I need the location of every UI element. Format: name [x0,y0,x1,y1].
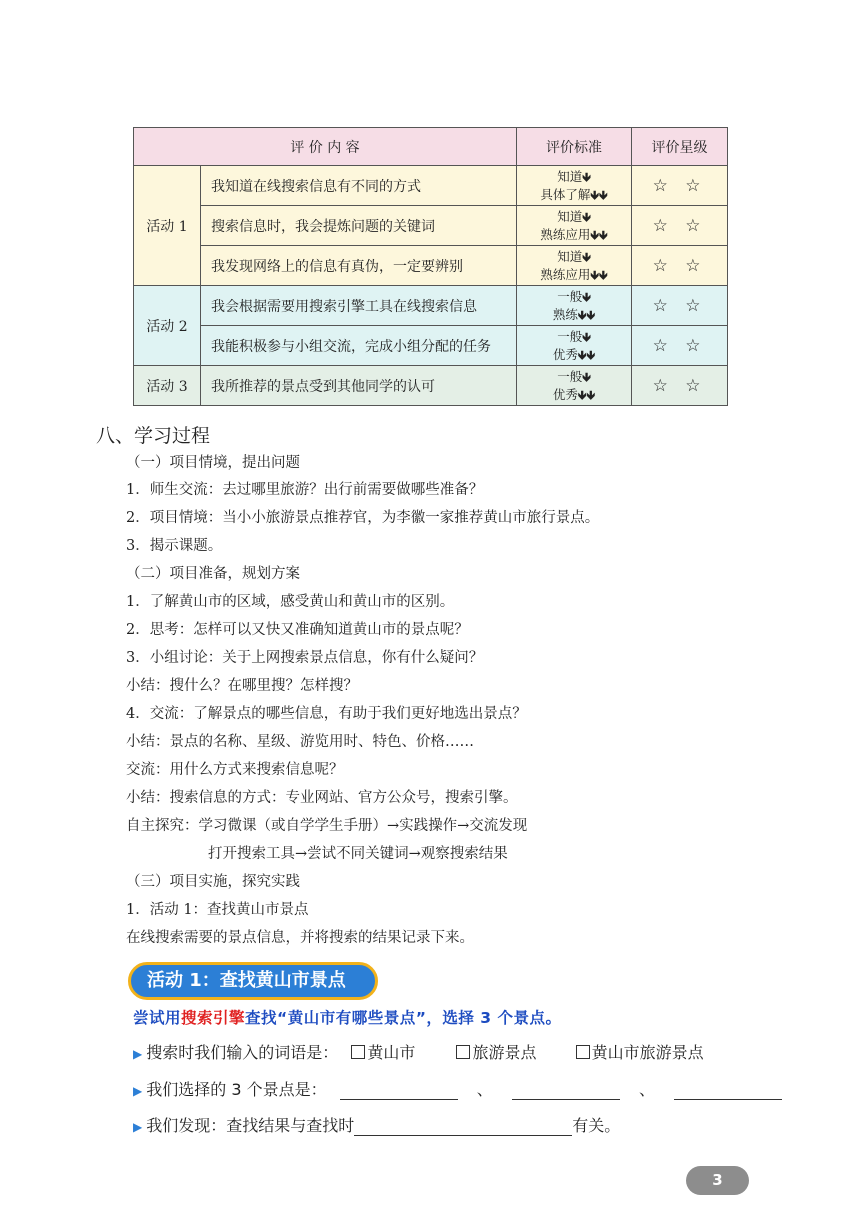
activity-banner: 活动 1：查找黄山市景点 [128,962,378,1000]
option-checkbox[interactable]: 黄山市 [351,1043,415,1062]
triangle-bullet-icon: ▶ [133,1084,143,1098]
eval-item: 我发现网络上的信息有真伪，一定要辨别 [201,246,517,286]
triangle-bullet-icon: ▶ [133,1120,143,1134]
finding-row: ▶ 我们发现：查找结果与查找时 有关。 [133,1116,621,1135]
header-rating: 评价星级 [632,128,728,166]
section-title: 八、学习过程 [96,425,211,447]
star-rating[interactable]: ☆ ☆ [632,206,728,246]
group-label: 活动 1 [134,166,201,286]
eval-item: 我知道在线搜索信息有不同的方式 [201,166,517,206]
double-arrow-down-icon: 🡻🡻 [577,307,596,322]
triangle-bullet-icon: ▶ [133,1047,143,1061]
spot-blank[interactable] [512,1083,620,1100]
double-arrow-down-icon: 🡻🡻 [577,387,596,402]
checkbox-icon[interactable] [576,1045,590,1059]
arrow-down-icon: 🡻 [582,169,591,184]
eval-standard: 知道🡻 熟练应用🡻🡻 [517,246,632,286]
text-line: 2．思考：怎样可以又快又准确知道黄山市的景点呢？ [126,622,469,638]
double-arrow-down-icon: 🡻🡻 [590,267,608,282]
text-line: 3．小组讨论：关于上网搜索景点信息，你有什么疑问？ [126,650,484,666]
eval-standard: 知道🡻 具体了解🡻🡻 [517,166,632,206]
arrow-down-icon: 🡻 [582,209,591,224]
text-line: （一）项目情境，提出问题 [126,455,300,471]
header-standard: 评价标准 [517,128,632,166]
arrow-down-icon: 🡻 [582,289,591,304]
option-checkbox[interactable]: 旅游景点 [456,1043,536,1062]
text-line: 4．交流：了解景点的哪些信息，有助于我们更好地选出景点？ [126,706,527,722]
star-rating[interactable]: ☆ ☆ [632,246,728,286]
eval-standard: 一般🡻 熟练🡻🡻 [517,286,632,326]
text-line: 在线搜索需要的景点信息，并将搜索的结果记录下来。 [126,930,474,946]
checkbox-icon[interactable] [456,1045,470,1059]
evaluation-table [133,127,728,406]
star-rating[interactable]: ☆ ☆ [632,366,728,406]
eval-item: 我会根据需要用搜索引擎工具在线搜索信息 [201,286,517,326]
checkbox-icon[interactable] [351,1045,365,1059]
text-line: 1．了解黄山市的区域，感受黄山和黄山市的区别。 [126,594,455,610]
text-line: （三）项目实施，探究实践 [126,874,300,890]
double-arrow-down-icon: 🡻🡻 [590,187,608,202]
spots-row: ▶ 我们选择的 3 个景点是： 、 、 [133,1077,782,1100]
keyword-row: ▶ 搜索时我们输入的词语是： 黄山市 旅游景点 黄山市旅游景点 [133,1043,704,1062]
page-number: 3 [686,1166,749,1195]
text-line: 1．师生交流：去过哪里旅游？出行前需要做哪些准备？ [126,482,484,498]
eval-standard: 一般🡻 优秀🡻🡻 [517,366,632,406]
group-label: 活动 3 [134,366,201,406]
double-arrow-down-icon: 🡻🡻 [590,227,608,242]
eval-item: 我所推荐的景点受到其他同学的认可 [201,366,517,406]
spot-blank[interactable] [340,1083,458,1100]
text-line: 1．活动 1：查找黄山市景点 [126,902,309,918]
text-line: 小结：搜索信息的方式：专业网站、官方公众号，搜索引擎。 [126,790,518,806]
finding-blank[interactable] [354,1119,572,1136]
eval-item: 搜索信息时，我会提炼问题的关键词 [201,206,517,246]
eval-standard: 知道🡻 熟练应用🡻🡻 [517,206,632,246]
text-line: 小结：搜什么？在哪里搜？怎样搜？ [126,678,358,694]
eval-item: 我能积极参与小组交流，完成小组分配的任务 [201,326,517,366]
text-line: 3．揭示课题。 [126,538,223,554]
header-content: 评 价 内 容 [134,128,517,166]
star-rating[interactable]: ☆ ☆ [632,166,728,206]
double-arrow-down-icon: 🡻🡻 [577,347,596,362]
option-checkbox[interactable]: 黄山市旅游景点 [576,1043,704,1062]
text-line: 2．项目情境：当小小旅游景点推荐官，为李徽一家推荐黄山市旅行景点。 [126,510,600,526]
star-rating[interactable]: ☆ ☆ [632,286,728,326]
spot-blank[interactable] [674,1083,782,1100]
eval-standard: 一般🡻 优秀🡻🡻 [517,326,632,366]
activity-instruction: 尝试用搜索引擎查找“黄山市有哪些景点”，选择 3 个景点。 [133,1009,562,1027]
text-line: 自主探究：学习微课（或自学学生手册）→实践操作→交流发现 [126,818,528,834]
arrow-down-icon: 🡻 [582,329,591,344]
text-line: 小结：景点的名称、星级、游览用时、特色、价格…… [126,734,474,750]
star-rating[interactable]: ☆ ☆ [632,326,728,366]
text-line: 交流：用什么方式来搜索信息呢？ [126,762,344,778]
arrow-down-icon: 🡻 [582,249,591,264]
arrow-down-icon: 🡻 [582,369,591,384]
text-line: （二）项目准备，规划方案 [126,566,300,582]
text-line: 打开搜索工具→尝试不同关键词→观察搜索结果 [208,846,508,862]
group-label: 活动 2 [134,286,201,366]
